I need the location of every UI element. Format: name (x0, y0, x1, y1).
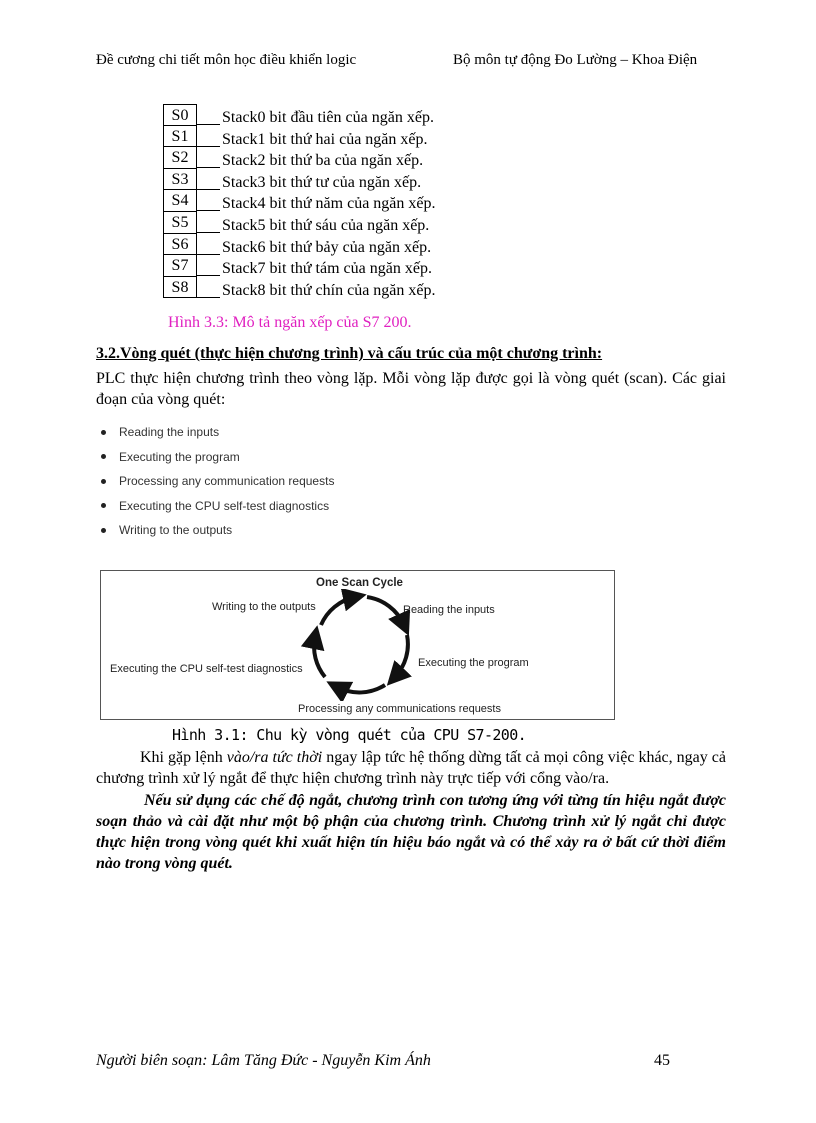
arrow-writing (321, 597, 355, 625)
scan-cycle-diagram (100, 570, 615, 720)
stack-description: Stack5 bit thứ sáu của ngăn xếp. (222, 216, 430, 234)
list-item: Reading the inputs (98, 425, 334, 450)
section-heading: 3.2.Vòng quét (thực hiện chương trình) và cấu trúc của một chương trình: (96, 345, 603, 362)
stack-description: Stack8 bit thứ chín của ngăn xếp. (222, 281, 436, 299)
bullet-icon (101, 479, 106, 484)
stack-divider (197, 210, 220, 211)
bullet-icon (101, 528, 106, 533)
bullet-icon (101, 503, 106, 508)
stack-divider (197, 189, 220, 190)
list-item: Executing the program (98, 450, 334, 475)
figure-3-3-caption: Hình 3.3: Mô tả ngăn xếp của S7 200. (168, 314, 412, 331)
stack-description: Stack4 bit thứ năm của ngăn xếp. (222, 195, 436, 213)
cycle-label-executing: Executing the program (418, 657, 529, 669)
stack-description: Stack6 bit thứ bảy của ngăn xếp. (222, 238, 432, 256)
stack-label: S2 (163, 147, 197, 169)
stack-divider (197, 124, 220, 125)
stack-label: S1 (163, 126, 197, 148)
list-item: Executing the CPU self-test diagnostics (98, 499, 334, 524)
stack-divider (197, 297, 220, 298)
stack-description: Stack7 bit thứ tám của ngăn xếp. (222, 260, 432, 278)
arrow-selftest (314, 637, 325, 677)
bullet-icon (101, 430, 106, 435)
stack-description: Stack3 bit thứ tư của ngăn xếp. (222, 173, 422, 191)
paragraph-interrupts: Nếu sử dụng các chế độ ngắt, chương trình con tương ứng với từng tín hiệu ngắt được soạn thảo và cài đặt như một bộ phận của chương trình. Chương trình xử lý ngắt chỉ được thực hiện trong vòng quét khi xuất hiện tín hiệu báo ngắt và có thể xảy ra ở bất cứ thời điểm nào trong vòng quét. (96, 792, 726, 872)
stack-label: S5 (163, 212, 197, 234)
stack-description: Stack1 bit thứ hai của ngăn xếp. (222, 130, 428, 148)
list-item: Writing to the outputs (98, 523, 334, 548)
stack-label: S4 (163, 190, 197, 212)
cycle-label-processing: Processing any communications requests (298, 703, 501, 715)
cycle-title: One Scan Cycle (316, 577, 403, 589)
footer-author: Người biên soạn: Lâm Tăng Đức - Nguyễn Kim Ánh (96, 1052, 431, 1069)
header-right: Bộ môn tự động Đo Lường – Khoa Điện (453, 52, 698, 68)
stack-description: Stack2 bit thứ ba của ngăn xếp. (222, 152, 424, 170)
stack-label: S7 (163, 255, 197, 277)
arrow-executing (395, 635, 408, 677)
stack-divider (197, 232, 220, 233)
stack-description: Stack0 bit đầu tiên của ngăn xếp. (222, 109, 434, 126)
cycle-arrows (301, 589, 421, 701)
stack-divider (197, 254, 220, 255)
header-left: Đề cương chi tiết môn học điều khiển logic (96, 52, 357, 68)
bullet-icon (101, 454, 106, 459)
intro-paragraph: PLC thực hiện chương trình theo vòng lặp. Mỗi vòng lặp được gọi là vòng quét (scan). Các giai đoạn của vòng quét: (96, 370, 726, 408)
figure-3-1-caption: Hình 3.1: Chu kỳ vòng quét của CPU S7-200. (172, 726, 527, 744)
stack-divider (197, 146, 220, 147)
cycle-label-writing: Writing to the outputs (212, 601, 316, 613)
cycle-label-reading: Reading the inputs (403, 604, 495, 616)
stack-divider (197, 275, 220, 276)
scan-phase-list (98, 425, 334, 548)
stack-label: S3 (163, 169, 197, 191)
paragraph-immediate-io: Khi gặp lệnh vào/ra tức thời ngay lập tức hệ thống dừng tất cả mọi công việc khác, ngay cả chương trình xử lý ngắt để thực hiện chương trình này trực tiếp với cổng vào/ra. (96, 749, 726, 787)
stack-label: S6 (163, 234, 197, 256)
arrow-processing (337, 685, 385, 692)
page-number: 45 (654, 1052, 670, 1069)
cycle-label-selftest: Executing the CPU self-test diagnostics (110, 663, 303, 675)
stack-label: S8 (163, 277, 197, 299)
arrow-reading (367, 597, 404, 625)
list-item: Processing any communication requests (98, 474, 334, 499)
stack-label: S0 (163, 104, 197, 126)
stack-divider (197, 167, 220, 168)
